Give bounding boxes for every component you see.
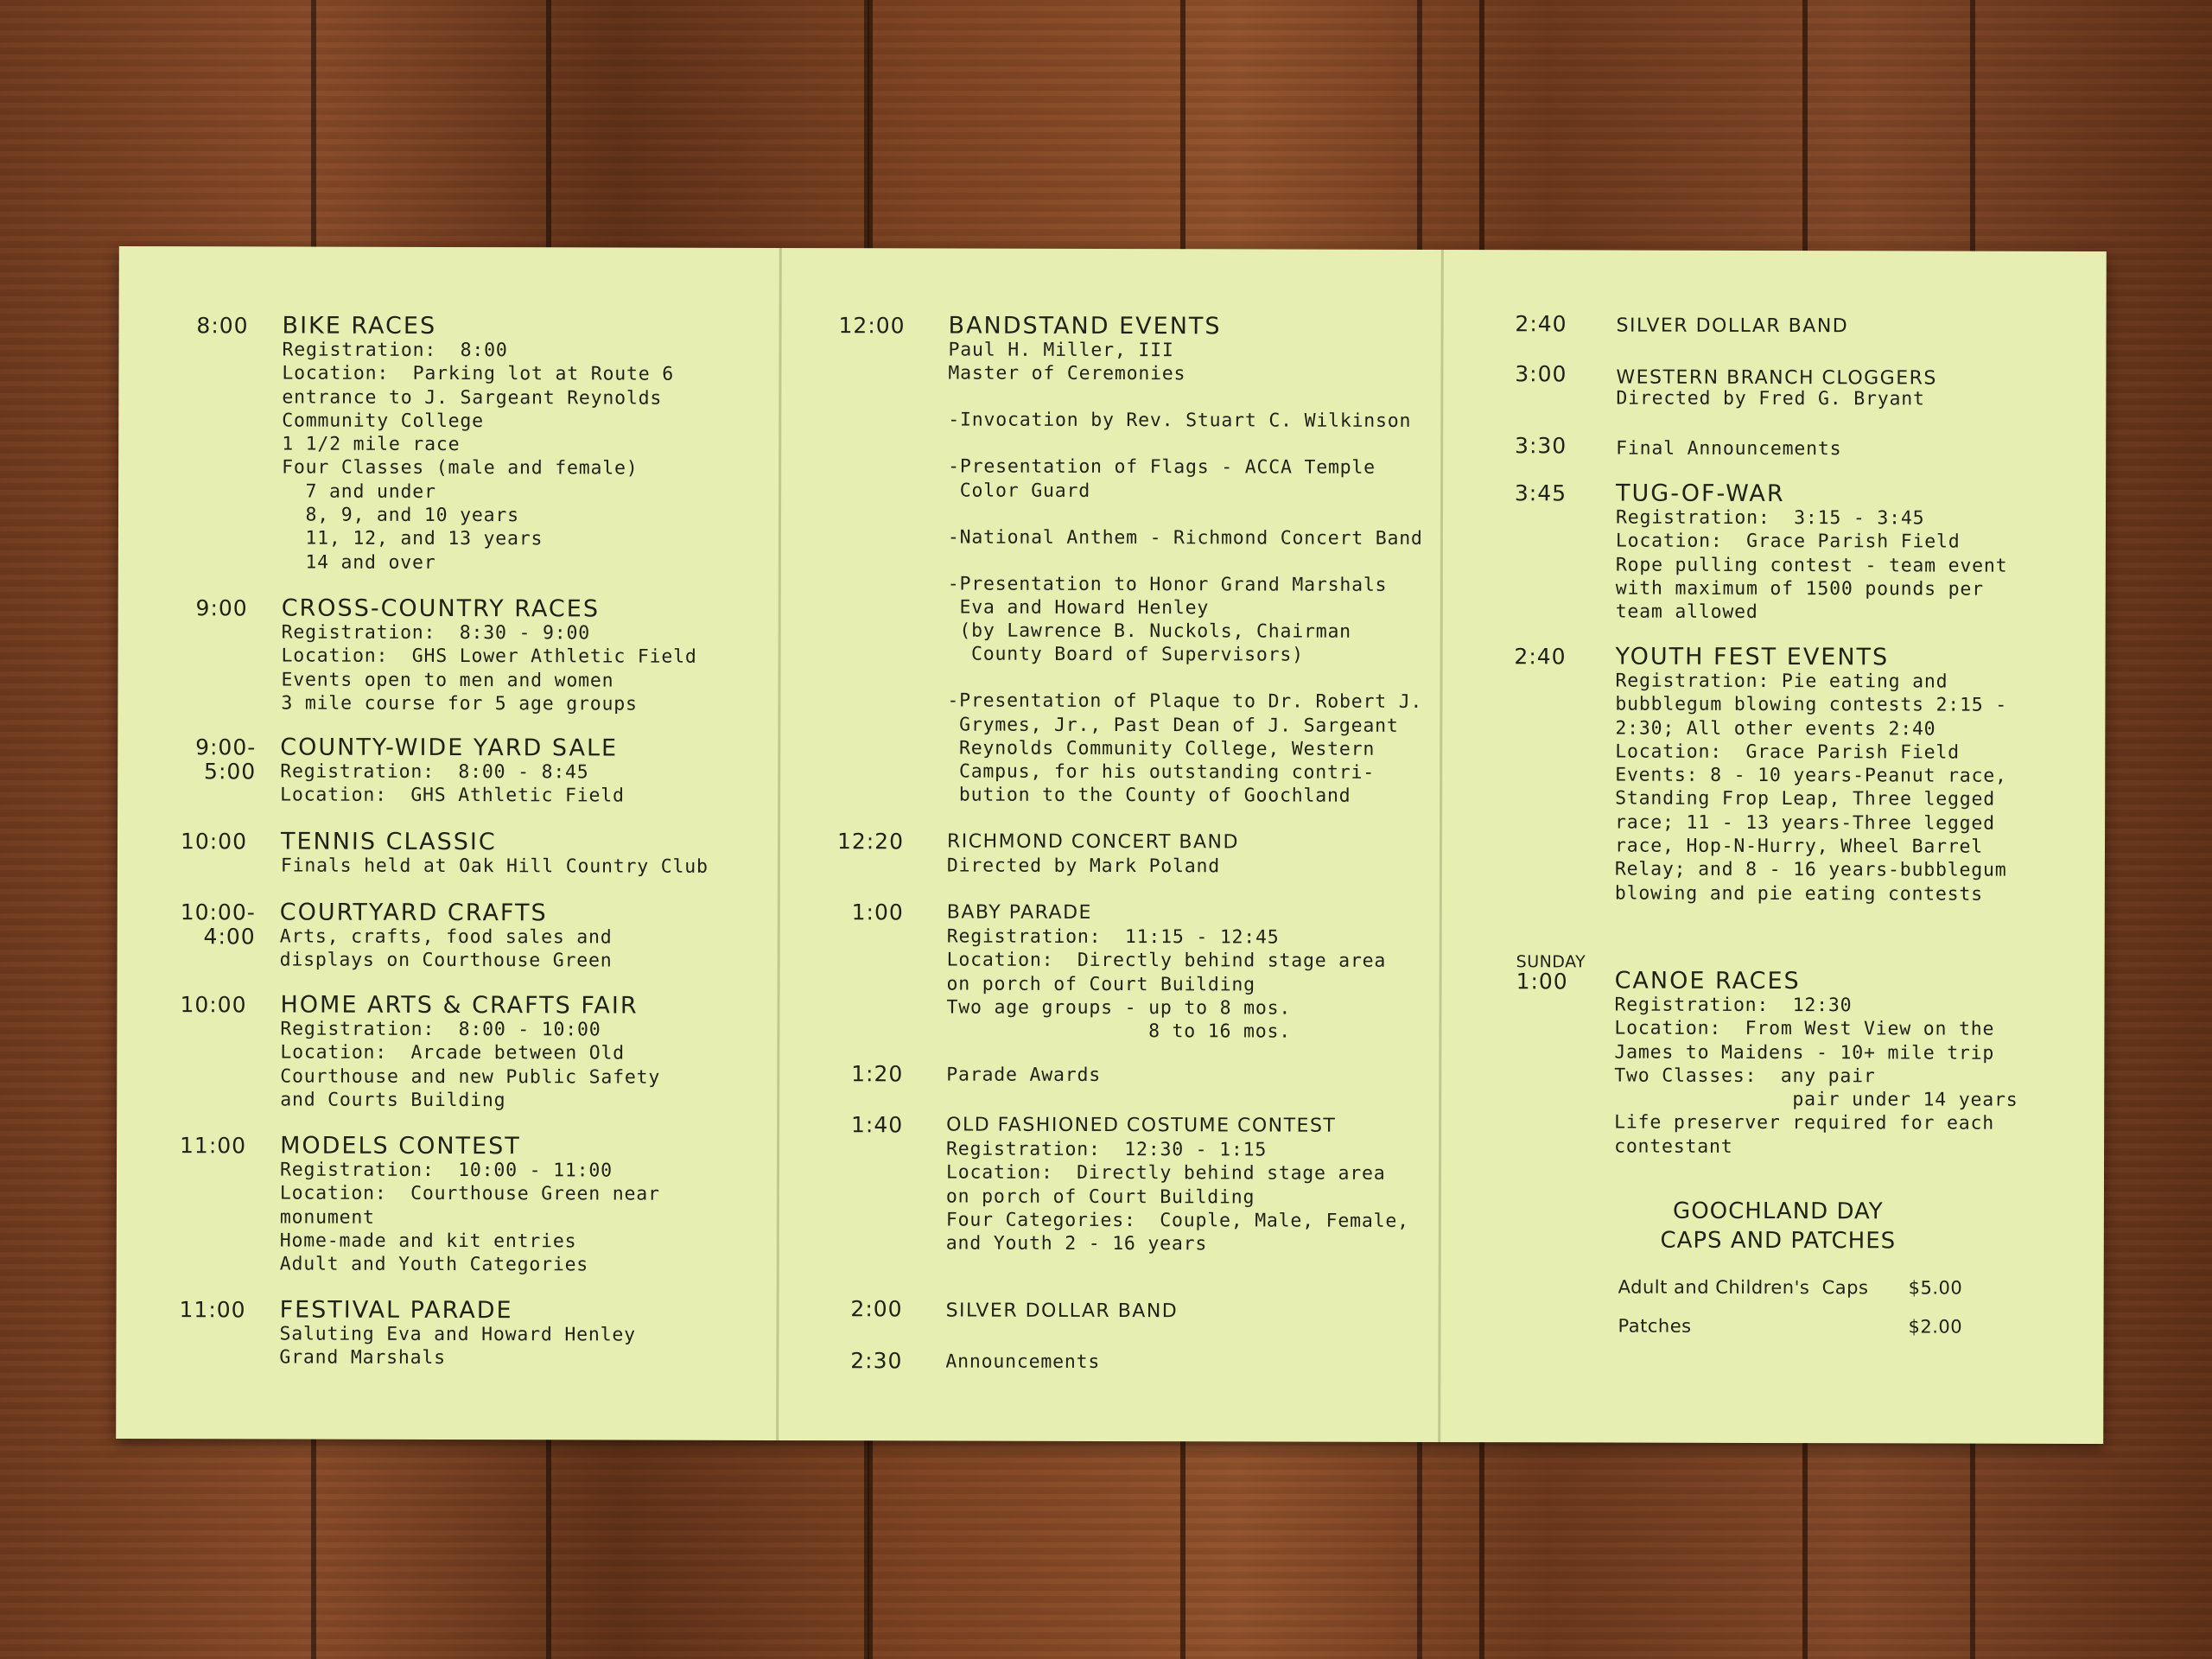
event-title: TUG-OF-WAR xyxy=(1616,480,1785,508)
event-announcements xyxy=(779,1348,1435,1374)
event-time: 10:00 xyxy=(180,829,248,855)
event-details: Registration: 12:30 Location: From West View on the James to Maidens - 10+ mile trip Two Classes: any pair pair under 14 years Life preserver required for each contestant xyxy=(1614,994,2018,1158)
event-title: Final Announcements xyxy=(1616,437,1842,461)
event-title: Announcements xyxy=(945,1351,1101,1373)
event-time: 8:00 xyxy=(196,313,249,339)
event-tennis-classic xyxy=(169,828,774,878)
event-time: 2:00 xyxy=(850,1296,903,1322)
event-time: 3:30 xyxy=(1515,433,1567,459)
event-time: 12:00 xyxy=(838,313,906,339)
caps-patches-heading: GOOCHLAND DAY CAPS AND PATCHES xyxy=(1660,1198,1897,1255)
event-title: TENNIS CLASSIC xyxy=(280,828,497,856)
event-time: 3:00 xyxy=(1515,361,1567,387)
event-silver-dollar-band-2 xyxy=(1444,311,2101,338)
event-old-fashioned-costume-contest xyxy=(779,1112,1436,1255)
event-details: Paul H. Miller, III Master of Ceremonies -Invocation by Rev. Stuart C. Wilkinson -Presentation of Flags - ACCA Temple Color Guard -National Anthem - Richmond Concert Band -Presentation to Honor Grand Marshals Eva and Howard Henley (by Lawrence B. Nuckols, Chairman County Board of Supervisors) -Presentation of Plaque to Dr. Robert J. Grymes, Jr., Past Dean of J. Sargeant Reynolds Community College, Western Campus, for his outstanding contri- bution to the County of Goochland xyxy=(947,339,1423,807)
panel-right xyxy=(1440,250,2107,1444)
event-models-contest xyxy=(168,1132,773,1276)
event-baby-parade xyxy=(780,899,1437,1043)
event-final-announcements xyxy=(1443,433,2100,461)
event-time: 12:20 xyxy=(836,829,905,855)
event-details: Registration: 10:00 - 11:00 Location: Courthouse Green near monument Home-made and kit entries Adult and Youth Categories xyxy=(279,1159,660,1276)
price-label: Adult and Children's Caps xyxy=(1618,1276,1869,1299)
event-details: Registration: 8:00 - 8:45 Location: GHS Athletic Field xyxy=(280,760,625,807)
event-title: MODELS CONTEST xyxy=(280,1132,521,1160)
event-details: Registration: 3:15 - 3:45 Location: Grace Parish Field Rope pulling contest - team event with maximum of 1500 pounds per team allowed xyxy=(1615,506,2008,624)
event-time: 3:45 xyxy=(1514,480,1567,506)
event-time: 11:00 xyxy=(179,1297,246,1323)
event-time: 10:00- 4:00 xyxy=(180,899,256,950)
event-title: COURTYARD CRAFTS xyxy=(279,899,548,927)
event-title: COUNTY-WIDE YARD SALE xyxy=(280,734,619,762)
event-title: BIKE RACES xyxy=(282,312,437,340)
event-time: 1:00 xyxy=(1516,969,1568,995)
event-title: CANOE RACES xyxy=(1614,967,1801,995)
event-time: 10:00 xyxy=(180,992,247,1018)
event-time: 2:40 xyxy=(1515,311,1567,337)
event-details: Registration: 8:00 Location: Parking lot at Route 6 entrance to J. Sargeant Reynolds Community College 1 1/2 mile race Four Classes (male and female) 7 and under 8, 9, and 10 years 11, 12, and 13 years 14 and over xyxy=(281,339,675,574)
event-details: Saluting Eva and Howard Henley Grand Marshals xyxy=(279,1323,636,1370)
event-details: Registration: 8:00 - 10:00 Location: Arcade between Old Courthouse and new Public Safety and Courts Building xyxy=(280,1018,661,1112)
event-time: 1:00 xyxy=(851,899,904,925)
event-time: 2:40 xyxy=(1514,644,1567,670)
event-title: HOME ARTS & CRAFTS FAIR xyxy=(280,991,639,1020)
schedule-flyer xyxy=(116,246,2107,1444)
event-time: 11:00 xyxy=(180,1133,247,1159)
event-cross-country-races xyxy=(170,594,775,715)
event-time: 9:00- 5:00 xyxy=(195,734,257,785)
event-festival-parade xyxy=(168,1296,773,1370)
event-title: WESTERN BRANCH CLOGGERS xyxy=(1616,366,1937,390)
event-tug-of-war xyxy=(1443,480,2100,624)
event-parade-awards xyxy=(779,1061,1436,1087)
price-value: $2.00 xyxy=(1908,1316,1963,1338)
event-time: 1:40 xyxy=(850,1112,904,1138)
event-silver-dollar-band xyxy=(779,1296,1436,1323)
event-title: YOUTH FEST EVENTS xyxy=(1615,643,1890,671)
event-time: 9:00 xyxy=(195,595,248,621)
event-title: SILVER DOLLAR BAND xyxy=(945,1300,1179,1323)
panel-left xyxy=(116,246,779,1440)
event-details: Registration: 11:15 - 12:45 Location: Directly behind stage area on porch of Court Building Two age groups - up to 8 mos. 8 to 16 mos. xyxy=(946,925,1387,1043)
event-details: Finals held at Oak Hill Country Club xyxy=(280,855,709,878)
event-youth-fest-events xyxy=(1443,643,2100,906)
event-western-branch-cloggers xyxy=(1443,361,2100,410)
event-county-wide-yard-sale xyxy=(169,734,774,807)
event-time: 2:30 xyxy=(850,1348,903,1374)
event-details: Registration: 12:30 - 1:15 Location: Directly behind stage area on porch of Court Building Four Categories: Couple, Male, Female, and Youth 2 - 16 years xyxy=(945,1138,1409,1255)
event-title: BANDSTAND EVENTS xyxy=(948,312,1222,340)
event-richmond-concert-band xyxy=(780,829,1437,878)
event-title: Parade Awards xyxy=(946,1064,1102,1086)
panel-middle xyxy=(779,248,1441,1442)
event-day: SUNDAY xyxy=(1516,952,1586,972)
price-row-caps xyxy=(1618,1276,1964,1299)
event-canoe-races xyxy=(1442,952,2099,1158)
event-details: Registration: 8:30 - 9:00 Location: GHS Lower Athletic Field Events open to men and women 3 mile course for 5 age groups xyxy=(281,621,697,715)
event-home-arts-crafts-fair xyxy=(169,991,774,1112)
event-details: Arts, crafts, food sales and displays on Courthouse Green xyxy=(279,925,613,972)
event-bike-races xyxy=(171,312,776,574)
event-title: RICHMOND CONCERT BAND xyxy=(946,830,1239,854)
event-title: SILVER DOLLAR BAND xyxy=(1616,315,1849,338)
price-label: Patches xyxy=(1618,1315,1692,1337)
event-courtyard-crafts xyxy=(169,899,774,972)
event-details: Directed by Mark Poland xyxy=(946,855,1221,878)
event-title: FESTIVAL PARADE xyxy=(279,1296,513,1325)
event-title: BABY PARADE xyxy=(946,901,1092,924)
price-row-patches xyxy=(1618,1315,1964,1338)
event-title: OLD FASHIONED COSTUME CONTEST xyxy=(946,1114,1337,1137)
event-time: 1:20 xyxy=(851,1061,904,1087)
price-value: $5.00 xyxy=(1908,1277,1963,1299)
event-title: CROSS-COUNTRY RACES xyxy=(281,594,601,623)
event-details: Registration: Pie eating and bubblegum blowing contests 2:15 - 2:30; All other events 2:40 Location: Grace Parish Field Events: 8 - 10 years-Peanut race, Standing Frop Leap, Three legged race; 11 - 13 years-Three legged race, Hop-N-Hurry, Wheel Barrel Relay; and 8 - 16 years-bubblegum blowing and pie eating contests xyxy=(1614,670,2008,906)
event-bandstand-events xyxy=(782,312,1439,807)
event-details: Directed by Fred G. Bryant xyxy=(1616,387,1925,410)
